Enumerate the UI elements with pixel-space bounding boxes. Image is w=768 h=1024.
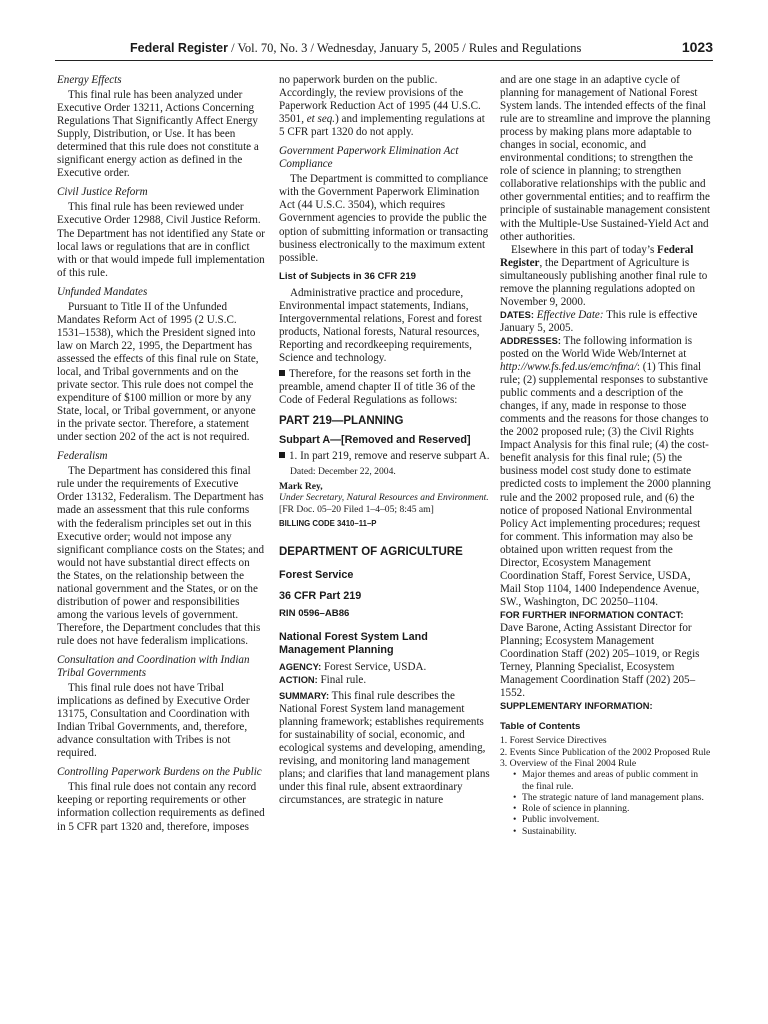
elsewhere-paragraph	[500, 244, 712, 309]
gpea-heading: Government Paperwork Elimination Act Compliance	[279, 145, 459, 171]
consultation-text: This final rule does not have Tribal implications as defined by Executive Order 13175, Consultation and Coordination with Indian Tribal Governments, and, therefore, advance consultation with Tribes is not required.	[57, 682, 250, 760]
remove-instruction	[279, 450, 491, 463]
summary-continuation: and are one stage in an adaptive cycle of planning for management of National Forest System lands. The intended effects of the final rule are to streamline and improve the planning process by making plans more adaptable to changes in social, economic, and environmental conditions; to strengthen the role of science in planning; to strengthen collaborative relationships with the public and other governmental entities; and to reaffirm the principle of sustainable management consistent with the Multiple-Use Sustained-Yield Act and other authorities.	[500, 74, 711, 243]
contact-label: FOR FURTHER INFORMATION CONTACT:	[500, 609, 684, 620]
toc-item: 1. Forest Service Directives	[500, 735, 607, 747]
action-value: Final rule.	[320, 673, 367, 686]
summary-label: SUMMARY:	[279, 690, 330, 701]
toc-bullet: • Sustainability.	[500, 826, 712, 837]
et-seq: et seq.	[306, 113, 336, 126]
cfr-part: 36 CFR Part 219	[279, 590, 362, 603]
toc-heading: Table of Contents	[500, 721, 581, 733]
column-2	[279, 74, 491, 807]
column-3	[500, 74, 712, 837]
energy-effects-text: This final rule has been analyzed under Executive Order 13211, Actions Concerning Regulations That Significantly Affect Energy Supply, Distribution, or Use. It has been determined that this rule does not constitute a significant energy action as defined in the Executive order.	[57, 89, 259, 180]
dates-label: DATES:	[500, 309, 534, 320]
signer-name: Mark Rey,	[279, 480, 323, 492]
dates-text: This rule is effective January 5, 2005.	[500, 308, 698, 334]
consultation-heading: Consultation and Coordination with Indian Tribal Governments	[57, 653, 250, 680]
federalism-text: The Department has considered this final rule under the requirements of Executive Order 13132, Federalism. The Department has made an assessment that this rule conforms with the federalism principles set out in this Executive order; would not impose any significant compliance costs on the States; and would not have substantial direct effects on the States, on the relationship between the national government and the States, or on the distribution of power and responsibilities among the various levels of government. Therefore, the Department concludes that this rule does not have federalism implications.	[57, 465, 265, 647]
contact-text: Dave Barone, Acting Assistant Director for Planning; Ecosystem Management Coordination Staff (202) 205–1019, or Regis Terney, Planning Specialist, Ecosystem Management Coordination Staff (202) 205–1552.	[500, 621, 700, 700]
elsewhere-text-a: Elsewhere in this part of today’s	[511, 243, 658, 256]
elsewhere-text-b: , the Department of Agriculture is simultaneously publishing another final rule to remove the planning regulations adopted on November 9, 2000.	[500, 256, 708, 308]
column-1	[57, 74, 265, 834]
dated-line: Dated: December 22, 2004.	[290, 466, 396, 478]
signer-title: Under Secretary, Natural Resources and Environment.	[279, 492, 489, 504]
table-of-contents	[500, 735, 712, 837]
action-line	[279, 674, 491, 687]
toc-item: 3. Overview of the Final 2004 Rule	[500, 757, 637, 769]
instruction-square-icon	[279, 370, 285, 376]
rin-number: RIN 0596–AB86	[279, 608, 350, 620]
therefore-text: Therefore, for the reasons set forth in the preamble, amend chapter II of title 36 of the Code of Federal Regulations as follows:	[279, 367, 476, 407]
toc-bullet: • The strategic nature of land management plans.	[500, 792, 712, 803]
toc-bullet: • Role of science in planning.	[500, 803, 712, 814]
billing-code: BILLING CODE 3410–11–P	[279, 519, 377, 529]
remove-instruction-text: 1. In part 219, remove and reserve subpart A.	[289, 450, 490, 463]
addresses-label: ADDRESSES:	[500, 335, 561, 346]
toc-item: 2. Events Since Publication of the 2002 Proposed Rule	[500, 746, 711, 758]
rule-title: National Forest System Land Management Planning	[279, 630, 428, 656]
addresses-url-link[interactable]: http://www.fs.fed.us/emc/nfma/	[500, 361, 637, 374]
civil-justice-text: This final rule has been reviewed under Executive Order 12988, Civil Justice Reform. The Department has not identified any State or local laws or regulations that are in conflict with or that would impede full implementation of this rule.	[57, 201, 265, 279]
summary-paragraph	[279, 690, 491, 807]
part-heading: PART 219—PLANNING	[279, 415, 404, 428]
instruction-square-icon	[279, 452, 285, 458]
paperwork-text: This final rule does not contain any record keeping or reporting requirements or other information collection requirements as defined in 5 CFR part 1320 and, therefore, imposes	[57, 781, 265, 833]
paperwork-continuation	[279, 74, 491, 139]
addresses-text-b: : (1) This final rule; (2) supplemental responses to substantive public comments and a description of the changes, if any, made in response to those comments and the reasons for those changes to the 2002 proposed rule; (3) the Civil Rights Impact Analysis for this final rule; (4) the cost-benefit analysis for this final rule; (5) the business model cost study done to estimate predicted costs to implement the 2000 planning rule and the 2002 proposed rule, and (6) the notice of proposed National Environmental Policy Act implementing procedures; request for comment. This information may also be obtained upon written request from the Director, Ecosystem Management Coordination Staff, Forest Service, USDA, Mail Stop 1104, 1400 Independence Avenue, SW., Washington, DC 20250–1104.	[500, 361, 711, 608]
supplementary-label: SUPPLEMENTARY INFORMATION:	[500, 701, 653, 712]
effective-date-label: Effective Date:	[536, 308, 604, 321]
addresses-text-a: The following information is posted on the World Wide Web/Internet at	[500, 334, 693, 360]
agency-value: Forest Service, USDA.	[323, 660, 427, 673]
header-citation	[130, 40, 581, 56]
gpea-text: The Department is committed to compliance with the Government Paperwork Elimination Act (44 U.S.C. 3504), which requires Government agencies to provide the public the option of submitting information or transacting business electronically to the maximum extent possible.	[279, 173, 489, 264]
paperwork-cont-text-a: no paperwork burden on the public. Accordingly, the review provisions of the Paperwork Reduction Act of 1995 (44 U.S.C. 3501,	[279, 74, 481, 126]
page-number: 1023	[681, 39, 713, 55]
paperwork-cont-text-b: ) and implementing regulations at 5 CFR part 1320 do not apply.	[279, 113, 485, 139]
summary-text: This final rule describes the National Forest System land management planning framework; establishes requirements for sustainability of social, economic, and ecological systems and developing, amending, revising, and monitoring land management plans; and clarifies that land management plans under this final rule, absent extraordinary circumstances, are strategic in nature	[279, 689, 490, 807]
page-header	[55, 40, 713, 61]
unfunded-mandates-text: Pursuant to Title II of the Unfunded Mandates Reform Act of 1995 (2 U.S.C. 1531–1538), which the President signed into law on March 22, 1995, the Department has assessed the effects of this final rule on State, local, and Tribal governments and on the private sector. This rule does not compel the expenditure of $100 million or more by any State, local, or Tribal government, or anyone in the private sector. Therefore, a statement under section 202 of the act is not required.	[57, 300, 259, 444]
fr-doc-line: [FR Doc. 05–20 Filed 1–4–05; 8:45 am]	[279, 503, 434, 515]
subpart-heading: Subpart A—[Removed and Reserved]	[279, 434, 471, 447]
federal-register-bold: Federal Register	[500, 243, 694, 269]
issue-details: / Vol. 70, No. 3 / Wednesday, January 5, 2005 / Rules and Regulations	[227, 41, 582, 55]
unfunded-mandates-heading: Unfunded Mandates	[57, 285, 148, 298]
federalism-heading: Federalism	[57, 450, 108, 463]
civil-justice-heading: Civil Justice Reform	[57, 186, 148, 199]
dates-paragraph	[500, 309, 712, 335]
agency-name: Forest Service	[279, 569, 354, 582]
addresses-paragraph	[500, 335, 712, 609]
toc-bullet: • Public involvement.	[500, 814, 712, 825]
list-of-subjects-heading: List of Subjects in 36 CFR 219	[279, 270, 417, 282]
list-of-subjects-text: Administrative practice and procedure, Environmental impact statements, Indians, Intergovernmental relations, Forest and forest products, National forests, Natural resources, Reporting and recordkeeping requirements, Science and technology.	[279, 286, 482, 364]
publication-name: Federal Register	[130, 41, 228, 55]
department-heading: DEPARTMENT OF AGRICULTURE	[279, 546, 463, 559]
agency-label: AGENCY:	[279, 661, 322, 672]
toc-bullet: • Major themes and areas of public comment in the final rule.	[500, 769, 712, 792]
action-label: ACTION:	[279, 674, 318, 685]
amendatory-instruction	[279, 368, 491, 407]
paperwork-heading: Controlling Paperwork Burdens on the Public	[57, 766, 262, 779]
agency-line	[279, 661, 491, 674]
energy-effects-heading: Energy Effects	[57, 74, 122, 86]
